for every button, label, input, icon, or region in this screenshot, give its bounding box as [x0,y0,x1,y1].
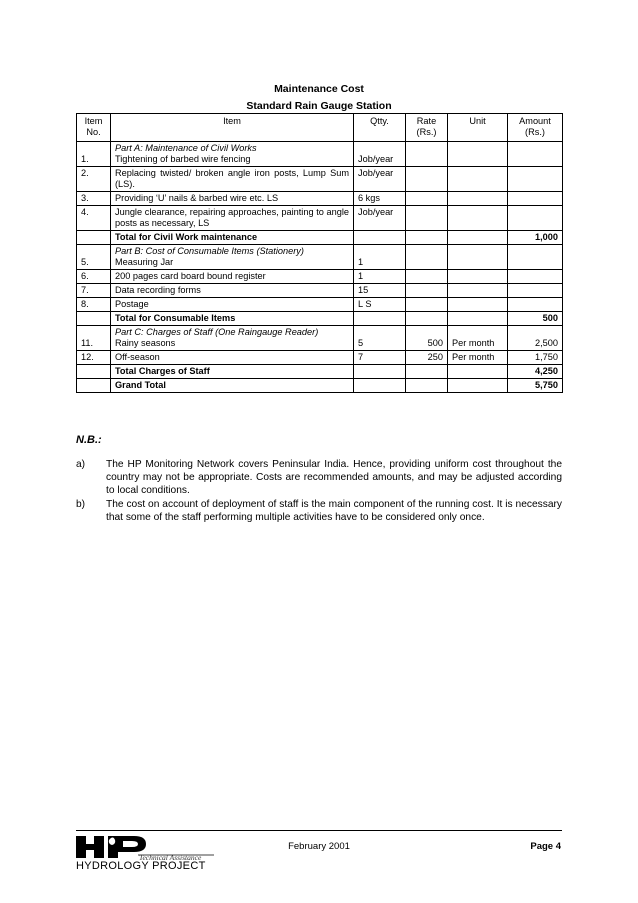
cell-item: Jungle clearance, repairing approaches, painting to angle posts as necessary, LS [111,206,354,231]
cell-amount: 2,500 [508,326,563,351]
cell-item: Postage [111,298,354,312]
table-row [77,167,563,192]
cell-item-text: Rainy seasons [115,338,176,348]
cell-rate [406,298,448,312]
cell-rate [406,206,448,231]
cell-amount [508,284,563,298]
cell-item-text: Measuring Jar [115,257,174,267]
maintenance-cost-table [76,113,563,393]
note-a [76,458,562,497]
cell-qty: 6 kgs [354,192,406,206]
cell-amount [508,245,563,270]
cell-no: 3. [77,192,111,206]
grand-total-row [77,379,563,393]
cell-no: 7. [77,284,111,298]
cell-no: 5. [77,245,111,270]
note-b [76,498,562,524]
cell-qty: 5 [354,326,406,351]
cell-unit [448,284,508,298]
header-unit: Unit [448,114,508,142]
cell-amount [508,142,563,167]
cell-rate [406,245,448,270]
cell-amount [508,192,563,206]
cell-no: 11. [77,326,111,351]
grand-total-label: Grand Total [111,379,354,393]
total-row [77,231,563,245]
cell-amount [508,206,563,231]
cell-rate: 500 [406,326,448,351]
part-c-heading: Part C: Charges of Staff (One Raingauge Reader) [115,327,319,337]
cell-no: 4. [77,206,111,231]
header-item-no: Item No. [77,114,111,142]
cell-qty: Job/year [354,167,406,192]
table-row [77,351,563,365]
cell-qty: 1 [354,270,406,284]
total-staff-label: Total Charges of Staff [111,365,354,379]
cell-qty: 15 [354,284,406,298]
note-label: b) [76,499,86,510]
cell-rate [406,167,448,192]
logo-wordmark: HYDROLOGY PROJECT [76,860,206,872]
document-subtitle: Standard Rain Gauge Station [246,100,392,112]
cell-unit [448,270,508,284]
note-label: a) [76,459,86,470]
cell-rate [406,192,448,206]
part-a-heading: Part A: Maintenance of Civil Works [115,143,257,153]
total-row [77,365,563,379]
logo-tagline: Technical Assistance [139,853,202,862]
table-row [77,206,563,231]
table-row [77,270,563,284]
cell-no: 1. [77,142,111,167]
table-row [77,284,563,298]
cell-rate: 250 [406,351,448,365]
cell-qty: Job/year [354,142,406,167]
cell-unit [448,192,508,206]
total-consumables-label: Total for Consumable Items [111,312,354,326]
header-amount: Amount (Rs.) [508,114,563,142]
cell-amount: 1,750 [508,351,563,365]
total-row [77,312,563,326]
table-row [77,298,563,312]
cell-unit: Per month [448,351,508,365]
cell-unit [448,142,508,167]
cell-amount [508,298,563,312]
table-row [77,245,563,270]
cell-rate [406,284,448,298]
cell-qty: 1 [354,245,406,270]
cell-item: Providing ‘U’ nails & barbed wire etc. LS [111,192,354,206]
cell-qty: Job/year [354,206,406,231]
total-civil-amount: 1,000 [508,231,563,245]
cell-item: Off-season [111,351,354,365]
document-title: Maintenance Cost [274,83,364,95]
cell-item: Replacing twisted/ broken angle iron posts, Lump Sum (LS). [111,167,354,192]
header-rate: Rate (Rs.) [406,114,448,142]
footer-date: February 2001 [288,841,350,852]
nb-heading: N.B.: [76,434,102,446]
grand-total-amount: 5,750 [508,379,563,393]
part-b-heading: Part B: Cost of Consumable Items (Stationery) [115,246,304,256]
cell-item [111,142,354,167]
note-text: The cost on account of deployment of staff is the main component of the running cost. It is necessary that some of the staff performing multiple activities have to be considered only once. [106,499,562,523]
cell-no: 2. [77,167,111,192]
page-number: Page 4 [530,841,561,852]
cell-unit [448,298,508,312]
cell-rate [406,270,448,284]
total-civil-label: Total for Civil Work maintenance [111,231,354,245]
cell-no: 12. [77,351,111,365]
cell-no: 8. [77,298,111,312]
cell-qty: L S [354,298,406,312]
total-consumables-amount: 500 [508,312,563,326]
cell-amount [508,270,563,284]
cell-unit: Per month [448,326,508,351]
cell-unit [448,167,508,192]
note-text: The HP Monitoring Network covers Peninsular India. Hence, providing uniform cost throughout the country may not be appropriate. Costs are recommended amounts, and may be adjusted according to local conditions. [106,459,562,496]
cell-item: Data recording forms [111,284,354,298]
cell-unit [448,245,508,270]
table-row [77,192,563,206]
cell-item [111,326,354,351]
cell-qty: 7 [354,351,406,365]
cell-no: 6. [77,270,111,284]
header-qty: Qtty. [354,114,406,142]
cell-item [111,245,354,270]
footer-divider [76,830,562,831]
cell-unit [448,206,508,231]
table-header-row [77,114,563,142]
cell-item-text: Tightening of barbed wire fencing [115,154,251,164]
header-item: Item [111,114,354,142]
table-row [77,142,563,167]
cell-amount [508,167,563,192]
table-row [77,326,563,351]
cell-item: 200 pages card board bound register [111,270,354,284]
total-staff-amount: 4,250 [508,365,563,379]
cell-rate [406,142,448,167]
